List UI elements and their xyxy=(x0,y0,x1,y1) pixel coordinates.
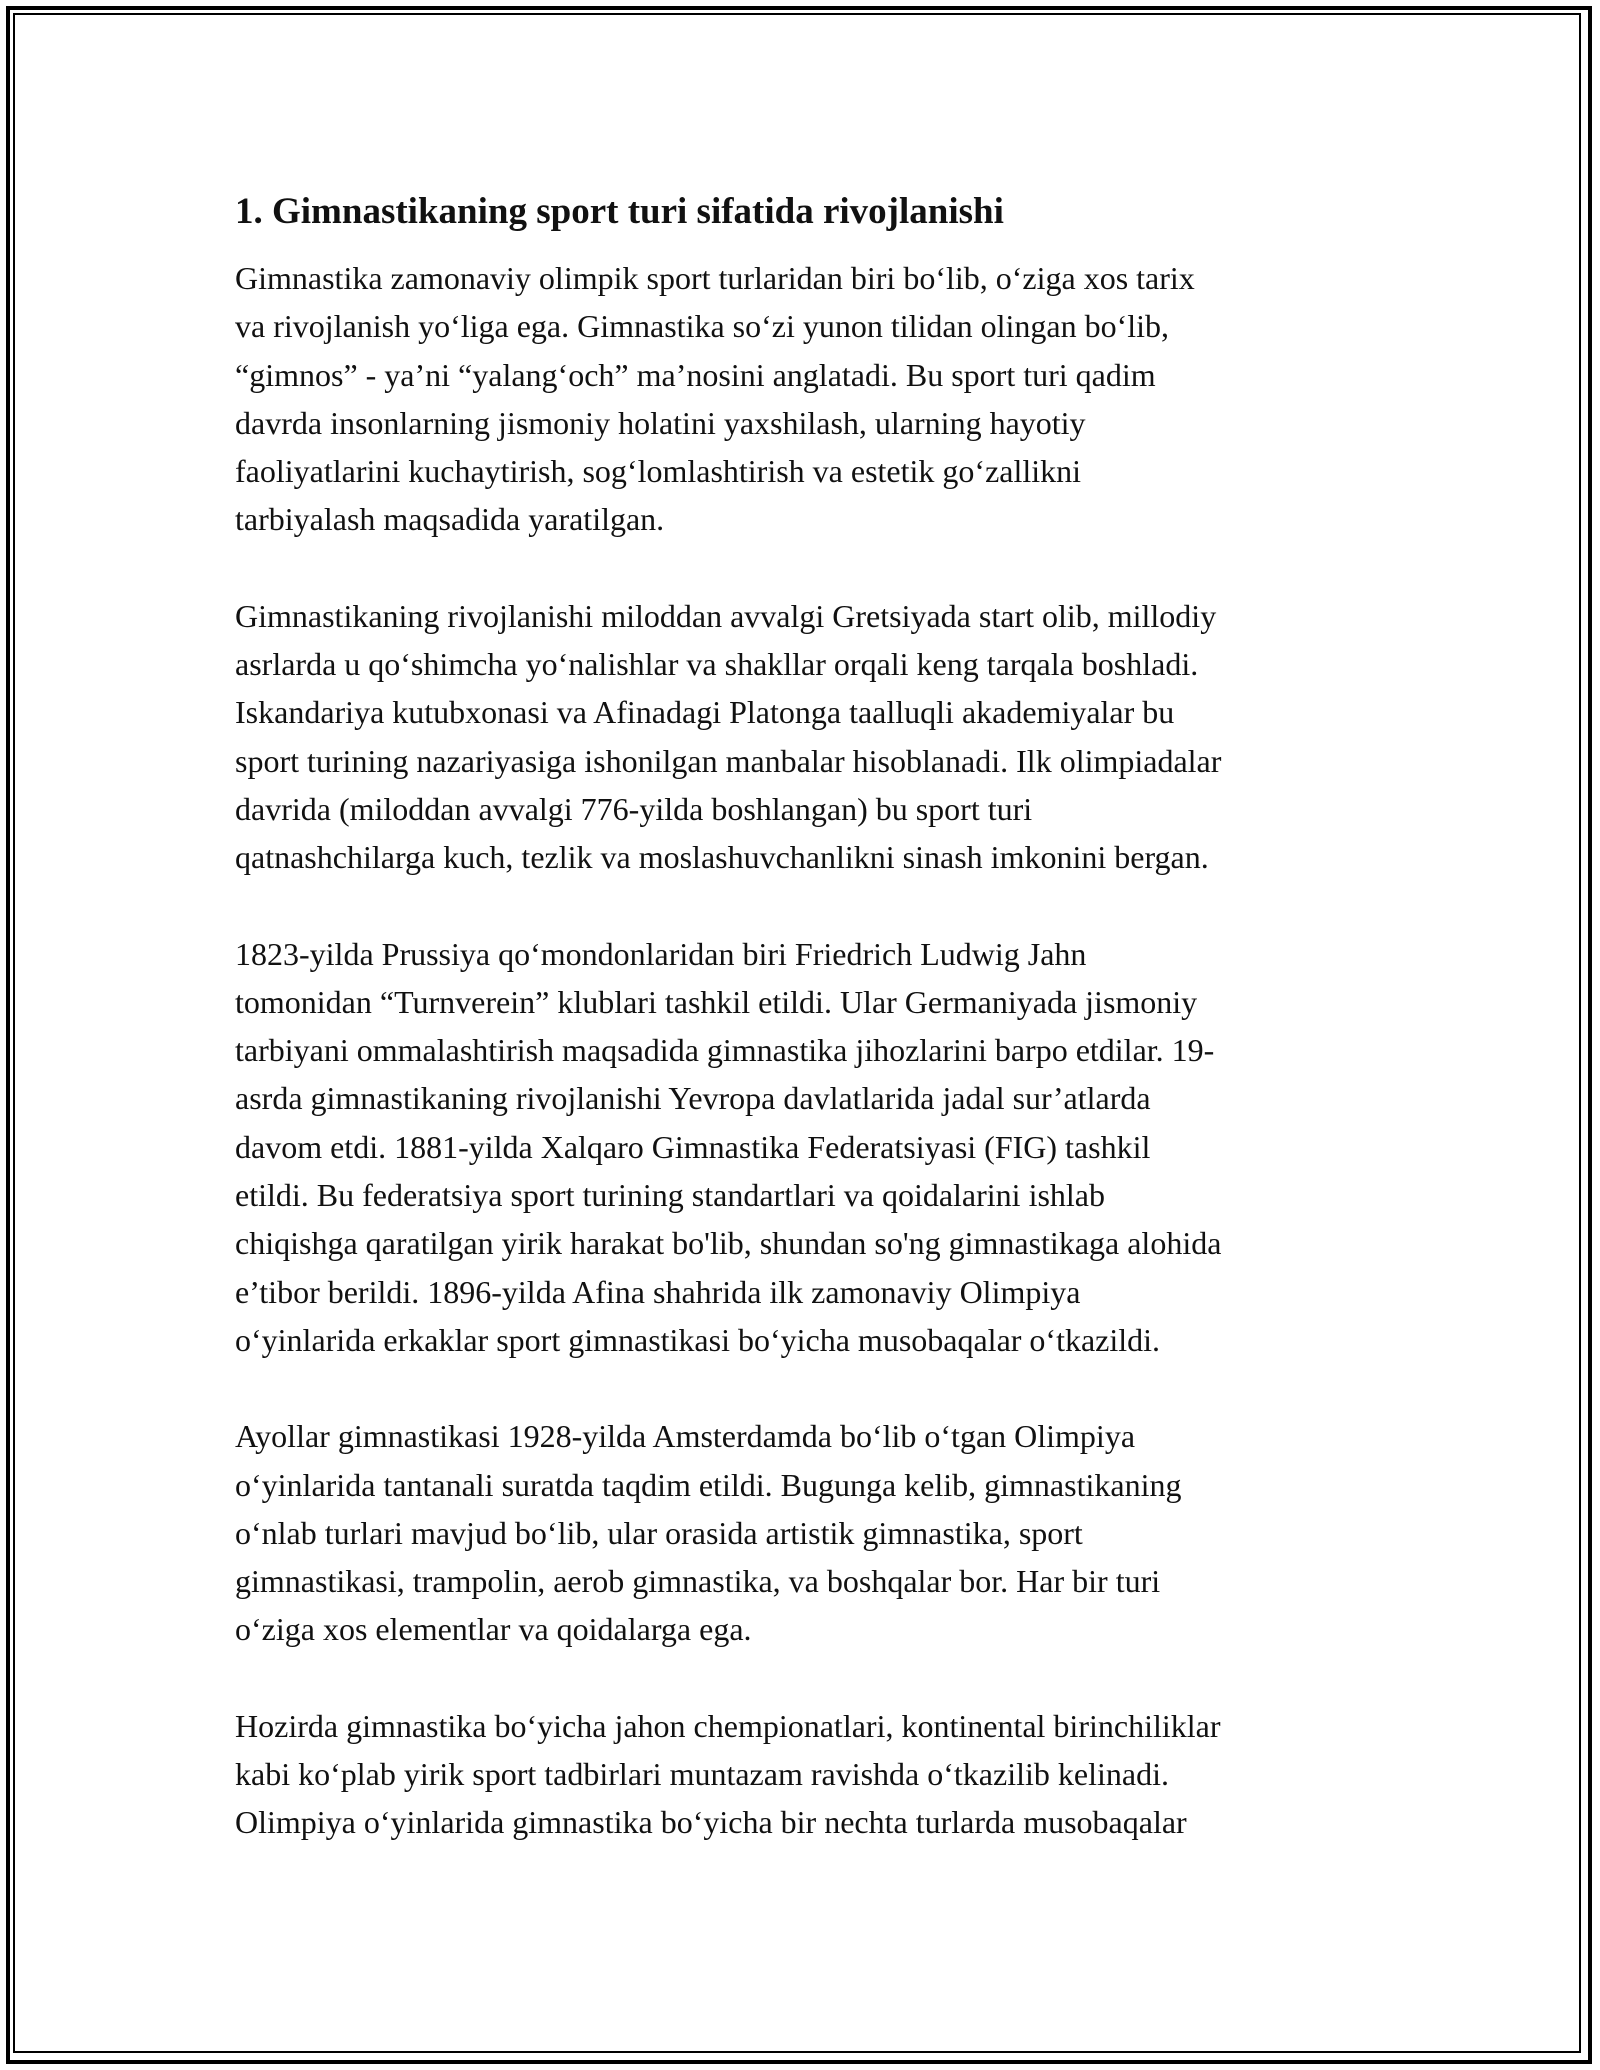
text-line: asrda gimnastikaning rivojlanishi Yevropa davlatlarida jadal sur’atlarda xyxy=(235,1080,1151,1117)
paragraph-competitions xyxy=(235,1702,1385,1847)
text-line: o‘ziga xos elementlar va qoidalarga ega. xyxy=(235,1611,752,1648)
text-line: Hozirda gimnastika bo‘yicha jahon chempionatlari, kontinental birinchiliklar xyxy=(235,1707,1221,1744)
text-line: tomonidan “Turnverein” klublari tashkil etildi. Ular Germaniyada jismoniy xyxy=(235,983,1198,1020)
text-line: sport turining nazariyasiga ishonilgan manbalar hisoblanadi. Ilk olimpiadalar xyxy=(235,742,1222,779)
paragraph-womens-gymnastics xyxy=(235,1412,1385,1653)
paragraph-origins xyxy=(235,254,1385,544)
text-line: gimnastikasi, trampolin, aerob gimnastika, va boshqalar bor. Har bir turi xyxy=(235,1563,1161,1600)
text-line: 1823-yilda Prussiya qo‘mondonlaridan biri Friedrich Ludwig Jahn xyxy=(235,935,1087,972)
text-line: va rivojlanish yo‘liga ega. Gimnastika so‘zi yunon tilidan olingan bo‘lib, xyxy=(235,308,1170,345)
text-line: kabi ko‘plab yirik sport tadbirlari muntazam ravishda o‘tkazilib kelinadi. xyxy=(235,1756,1169,1793)
text-line: tarbiyani ommalashtirish maqsadida gimnastika jihozlarini barpo etdilar. 19- xyxy=(235,1032,1215,1069)
document-body xyxy=(235,188,1385,1895)
text-line: asrlarda u qo‘shimcha yo‘nalishlar va shakllar orqali keng tarqala boshladi. xyxy=(235,646,1199,683)
text-line: faoliyatlarini kuchaytirish, sog‘lomlashtirish va estetik go‘zallikni xyxy=(235,453,1082,490)
section-heading: 1. Gimnastikaning sport turi sifatida rivojlanishi xyxy=(235,191,1004,232)
text-line: etildi. Bu federatsiya sport turining standartlari va qoidalarini ishlab xyxy=(235,1177,1105,1214)
text-line: Olimpiya o‘yinlarida gimnastika bo‘yicha bir nechta turlarda musobaqalar xyxy=(235,1804,1187,1841)
text-line: Gimnastikaning rivojlanishi miloddan avvalgi Gretsiyada start olib, millodiy xyxy=(235,597,1217,634)
text-line: tarbiyalash maqsadida yaratilgan. xyxy=(235,501,665,538)
text-line: davrda insonlarning jismoniy holatini yaxshilash, ularning hayotiy xyxy=(235,404,1086,441)
text-line: Iskandariya kutubxonasi va Afinadagi Platonga taalluqli akademiyalar bu xyxy=(235,694,1175,731)
text-line: chiqishga qaratilgan yirik harakat bo'lib, shundan so'ng gimnastikaga alohida xyxy=(235,1225,1222,1262)
text-line: o‘nlab turlari mavjud bo‘lib, ular orasida artistik gimnastika, sport xyxy=(235,1514,1083,1551)
text-line: Ayollar gimnastikasi 1928-yilda Amsterdamda bo‘lib o‘tgan Olimpiya xyxy=(235,1418,1136,1455)
text-line: davom etdi. 1881-yilda Xalqaro Gimnastika Federatsiyasi (FIG) tashkil xyxy=(235,1128,1151,1165)
text-line: o‘yinlarida tantanali suratda taqdim etildi. Bugunga kelib, gimnastikaning xyxy=(235,1466,1182,1503)
text-line: “gimnos” - ya’ni “yalang‘och” ma’nosini anglatadi. Bu sport turi qadim xyxy=(235,356,1156,393)
paragraph-ancient-greece xyxy=(235,592,1385,882)
text-line: Gimnastika zamonaviy olimpik sport turlaridan biri bo‘lib, o‘ziga xos tarix xyxy=(235,260,1195,296)
paragraph-modern-history xyxy=(235,930,1385,1365)
text-line: e’tibor berildi. 1896-yilda Afina shahrida ilk zamonaviy Olimpiya xyxy=(235,1273,1081,1310)
text-line: o‘yinlarida erkaklar sport gimnastikasi bo‘yicha musobaqalar o‘tkazildi. xyxy=(235,1321,1161,1358)
text-line: qatnashchilarga kuch, tezlik va moslashuvchanlikni sinash imkonini bergan. xyxy=(235,839,1209,876)
text-line: davrida (miloddan avvalgi 776-yilda boshlangan) bu sport turi xyxy=(235,790,1033,827)
